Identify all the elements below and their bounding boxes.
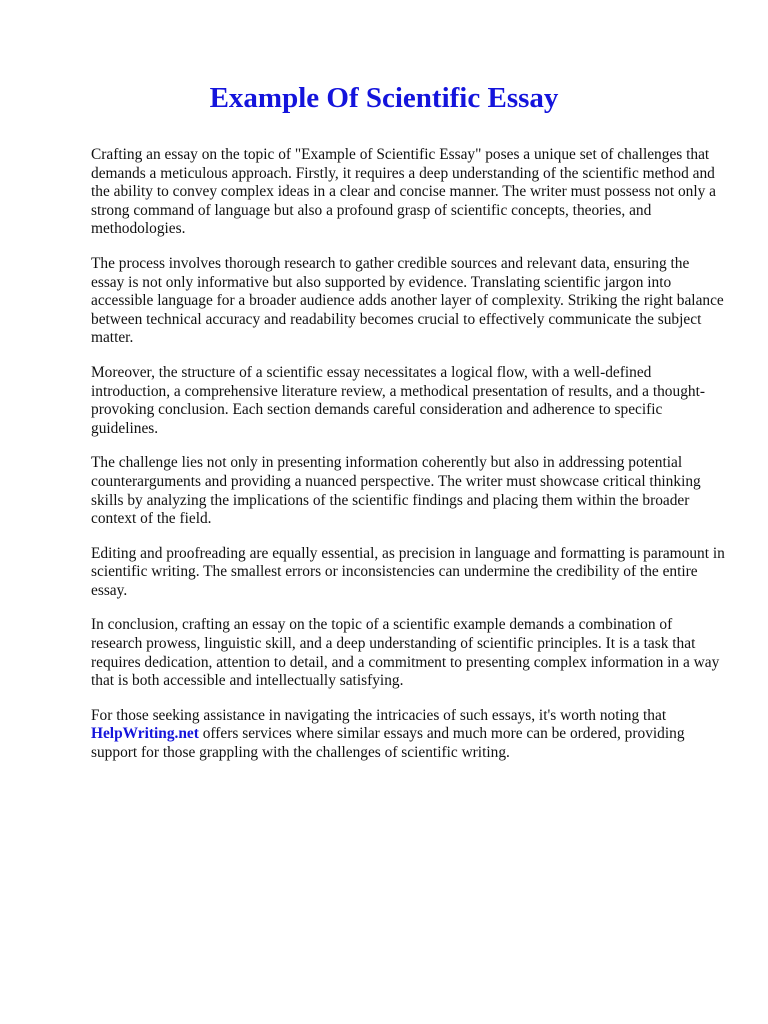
paragraph-2: The process involves thorough research to gather credible sources and relevant data, ensuring the essay is not only informative but also supported by evidence. Translating scientific jargon into accessible language for a broader audience adds another layer of complexity. Striking the right balance between technical accuracy and readability becomes crucial to effectively communicate the subject matter. [91,254,724,347]
essay-body [91,146,725,779]
paragraph-6: In conclusion, crafting an essay on the topic of a scientific example demands a combination of research prowess, linguistic skill, and a deep understanding of scientific principles. It is a task that requires dedication, attention to detail, and a commitment to presenting complex information in a way that is both accessible and intellectually satisfying. [91,616,720,690]
paragraph-5: Editing and proofreading are equally essential, as precision in language and formatting is paramount in scientific writing. The smallest errors or inconsistencies can undermine the credibility of the entire essay. [91,544,725,599]
helpwriting-link[interactable]: HelpWriting.net [91,725,199,743]
page-title: Example Of Scientific Essay [209,82,559,114]
paragraph-7-outro: offers services where similar essays and much more can be ordered, providing support for those grappling with the challenges of scientific writing. [91,725,685,762]
paragraph-1: Crafting an essay on the topic of "Example of Scientific Essay" poses a unique set of challenges that demands a meticulous approach. Firstly, it requires a deep understanding of the scientific method and the ability to convey complex ideas in a clear and concise manner. The writer must possess not only a strong command of language but also a profound grasp of scientific concepts, theories, and methodologies. [91,146,717,238]
paragraph-4: The challenge lies not only in presenting information coherently but also in addressing potential counterarguments and providing a nuanced perspective. The writer must showcase critical thinking skills by analyzing the implications of the scientific findings and placing them within the broader context of the field. [91,454,701,528]
paragraph-7-intro: For those seeking assistance in navigating the intricacies of such essays, it's worth noting that [91,706,667,724]
paragraph-7 [91,707,725,763]
paragraph-3: Moreover, the structure of a scientific essay necessitates a logical flow, with a well-defined introduction, a comprehensive literature review, a methodical presentation of results, and a thought-provoking conclusion. Each section demands careful consideration and adherence to specific guidelines. [91,363,705,437]
